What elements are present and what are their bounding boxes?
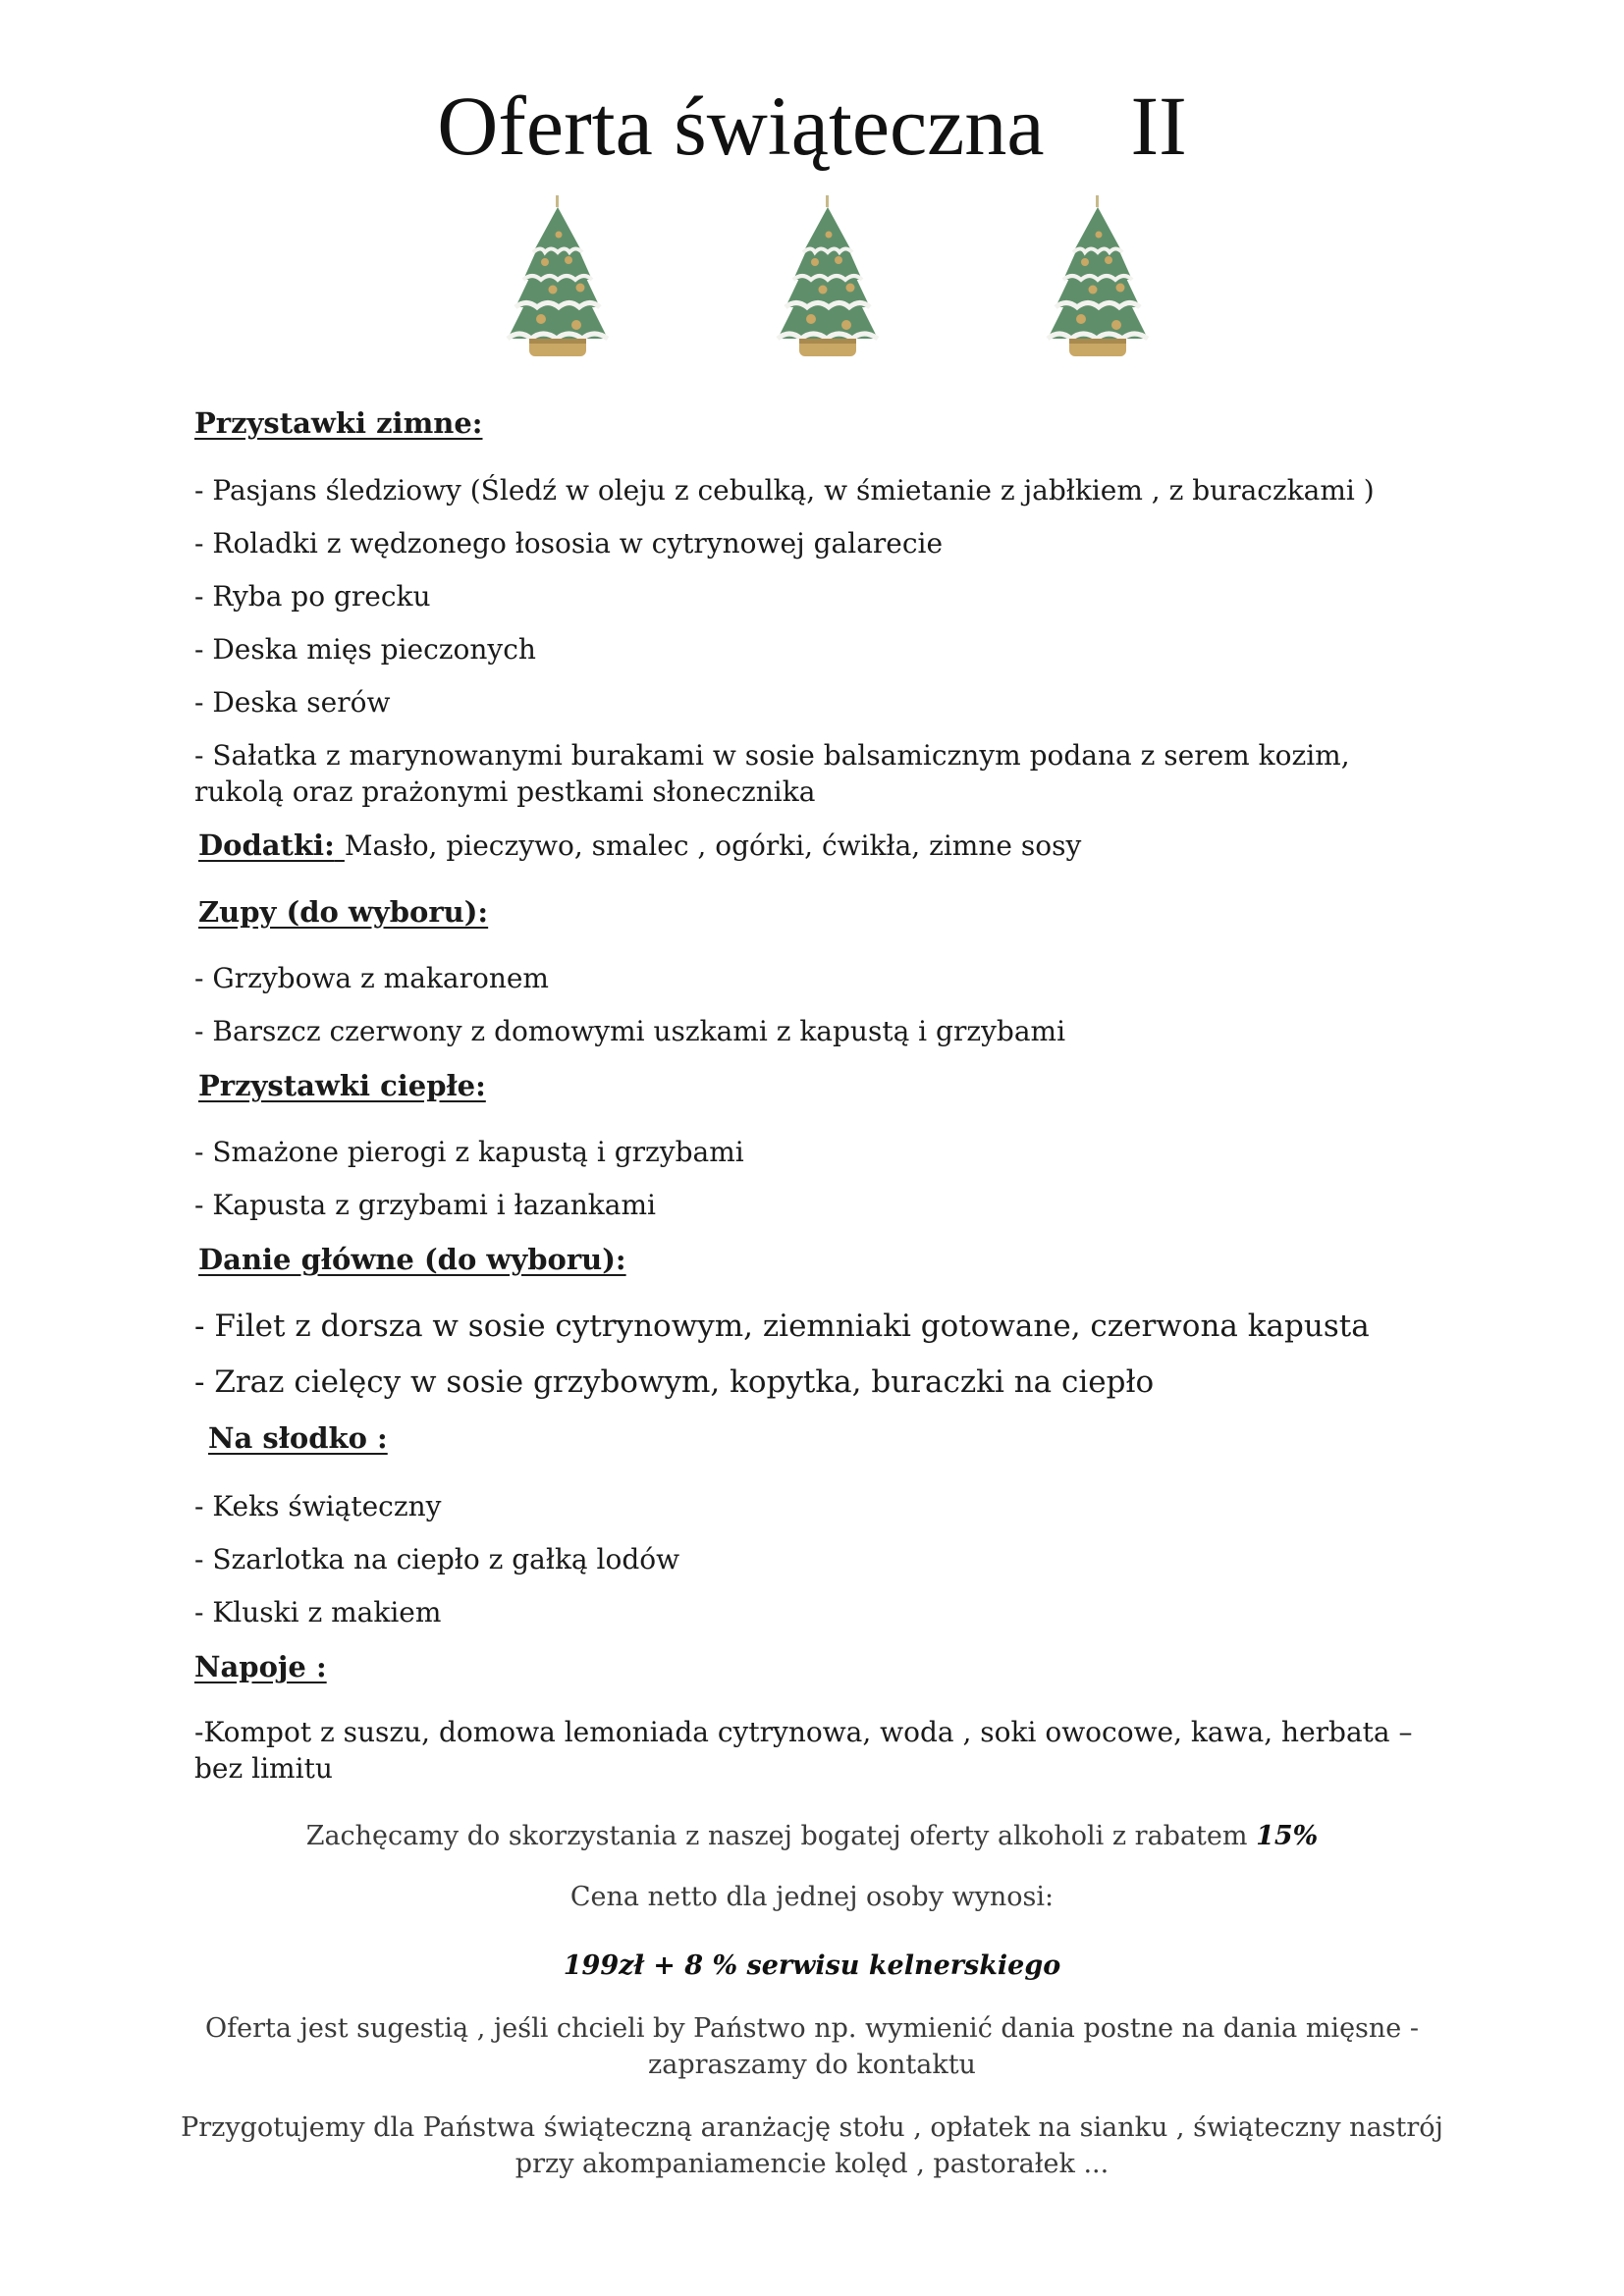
closing-line-2: przy akompaniamencie kolęd , pastorałek ... bbox=[514, 2149, 1110, 2179]
title-number: II bbox=[1130, 79, 1187, 173]
heading-drinks: Napoje : bbox=[194, 1650, 327, 1683]
list-item: - Barszcz czerwony z domowymi uszkami z kapustą i grzybami bbox=[194, 1015, 1066, 1047]
price-value: 199zł + 8 % serwisu kelnerskiego bbox=[563, 1950, 1061, 1981]
list-item: - Grzybowa z makaronem bbox=[194, 962, 549, 994]
extras-label: Dodatki: bbox=[198, 828, 335, 862]
list-item: -Kompot z suszu, domowa lemoniada cytrynowa, woda , soki owocowe, kawa, herbata – bez limitu bbox=[194, 1716, 1413, 1785]
price-label: Cena netto dla jednej osoby wynosi: bbox=[569, 1882, 1055, 1912]
heading-warm-starters: Przystawki ciepłe: bbox=[198, 1069, 486, 1102]
list-item: - Pasjans śledziowy (Śledź w oleju z cebulką, w śmietanie z jabłkiem , z buraczkami ) bbox=[194, 474, 1375, 507]
list-item: - Kluski z makiem bbox=[194, 1596, 442, 1629]
christmas-tree-icon bbox=[1034, 191, 1162, 368]
title-text: Oferta świąteczna bbox=[437, 79, 1045, 173]
heading-dessert: Na słodko : bbox=[208, 1421, 388, 1455]
heading-main-course: Danie główne (do wyboru): bbox=[198, 1243, 626, 1276]
list-item: - Szarlotka na ciepło z gałką lodów bbox=[194, 1543, 680, 1575]
heading-extras bbox=[198, 828, 1081, 862]
page-title bbox=[0, 77, 1624, 175]
list-item: - Roladki z wędzonego łososia w cytrynowej galarecie bbox=[194, 527, 944, 560]
heading-cold-starters: Przystawki zimne: bbox=[194, 406, 483, 440]
heading-soups: Zupy (do wyboru): bbox=[198, 895, 489, 929]
christmas-tree-icon bbox=[764, 191, 892, 368]
alcohol-offer bbox=[0, 1818, 1624, 1854]
list-item: - Keks świąteczny bbox=[194, 1490, 442, 1522]
list-item: - Deska serów bbox=[194, 686, 391, 719]
extras-text: Masło, pieczywo, smalec , ogórki, ćwikła, zimne sosy bbox=[344, 829, 1082, 862]
list-item: - Smażone pierogi z kapustą i grzybami bbox=[194, 1136, 744, 1168]
suggestion-line-1: Oferta jest sugestią , jeśli chcieli by Państwo np. wymienić dania postne na dania mięsne - bbox=[205, 2013, 1419, 2044]
list-item: - Ryba po grecku bbox=[194, 580, 431, 613]
discount-value: 15% bbox=[1256, 1821, 1319, 1851]
suggestion-line-2: zapraszamy do kontaktu bbox=[648, 2050, 976, 2080]
closing-line-1: Przygotujemy dla Państwa świąteczną aranżację stołu , opłatek na sianku , świąteczny nastrój bbox=[181, 2112, 1443, 2143]
list-item: - Deska mięs pieczonych bbox=[194, 633, 536, 666]
alcohol-text: Zachęcamy do skorzystania z naszej bogatej oferty alkoholi z rabatem bbox=[305, 1821, 1248, 1851]
list-item: - Zraz cielęcy w sosie grzybowym, kopytka, buraczki na ciepło bbox=[194, 1364, 1155, 1400]
list-item: - Sałatka z marynowanymi burakami w sosie balsamicznym podana z serem kozim, rukolą oraz prażonymi pestkami słonecznika bbox=[194, 739, 1350, 808]
christmas-tree-icon bbox=[494, 191, 622, 368]
list-item: - Filet z dorsza w sosie cytrynowym, ziemniaki gotowane, czerwona kapusta bbox=[194, 1308, 1370, 1344]
list-item: - Kapusta z grzybami i łazankami bbox=[194, 1189, 656, 1221]
